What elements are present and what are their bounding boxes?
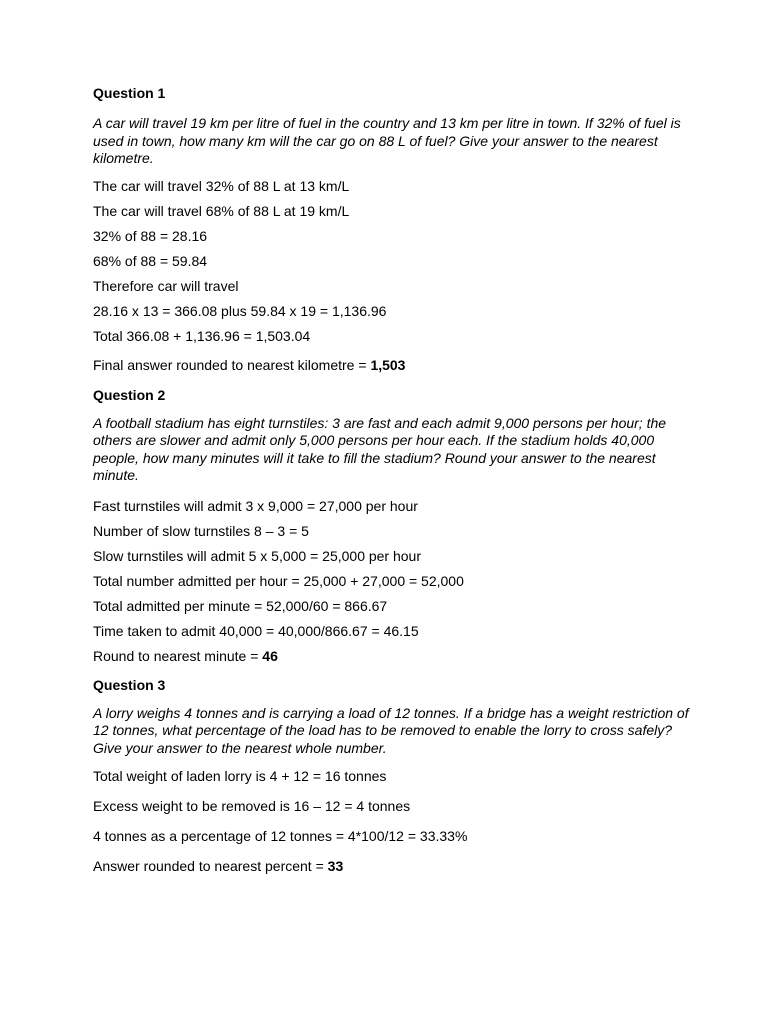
answer-label: Round to nearest minute = — [93, 647, 263, 664]
solution-step: 32% of 88 = 28.16 — [93, 227, 208, 244]
question-heading: Question 2 — [93, 386, 166, 403]
question-1-section — [93, 84, 693, 374]
solution-step: Time taken to admit 40,000 = 40,000/866.67 = 46.15 — [93, 622, 419, 639]
solution-step: Number of slow turnstiles 8 – 3 = 5 — [93, 522, 309, 539]
question-prompt: A lorry weighs 4 tonnes and is carrying a load of 12 tonnes. If a bridge has a weight restriction of 12 tonnes, what percentage of the load has to be removed to enable the lorry to cross safely? Give your answer to the nearest whole number. — [93, 704, 689, 756]
final-answer-line — [93, 647, 693, 665]
answer-value: 33 — [327, 858, 344, 874]
solution-step: Total 366.08 + 1,136.96 = 1,503.04 — [93, 327, 311, 344]
question-3-section — [93, 676, 693, 876]
solution-step: Total admitted per minute = 52,000/60 = 866.67 — [93, 597, 388, 614]
question-prompt: A football stadium has eight turnstiles: 3 are fast and each admit 9,000 persons per hour; the others are slower and admit only 5,000 persons per hour each. If the stadium holds 40,000 people, how many minutes will it take to fill the stadium? Round your answer to the nearest minute. — [93, 414, 667, 483]
answer-value: 1,503 — [370, 356, 406, 373]
solution-step: The car will travel 68% of 88 L at 19 km/L — [93, 202, 350, 219]
solution-step: Excess weight to be removed is 16 – 12 = 4 tonnes — [93, 798, 411, 814]
solution-step: Fast turnstiles will admit 3 x 9,000 = 27,000 per hour — [93, 497, 418, 514]
solution-step: 28.16 x 13 = 366.08 plus 59.84 x 19 = 1,136.96 — [93, 302, 387, 319]
question-heading: Question 1 — [93, 85, 166, 101]
final-answer-line — [93, 857, 693, 875]
solution-step: 4 tonnes as a percentage of 12 tonnes = 4*100/12 = 33.33% — [93, 828, 468, 844]
solution-step: The car will travel 32% of 88 L at 13 km/L — [93, 177, 350, 194]
solution-step: Therefore car will travel — [93, 277, 239, 294]
question-2-section — [93, 386, 693, 665]
document-page — [93, 84, 693, 875]
answer-label: Final answer rounded to nearest kilometre = — [93, 356, 371, 373]
solution-step: 68% of 88 = 59.84 — [93, 252, 208, 269]
solution-step: Slow turnstiles will admit 5 x 5,000 = 25,000 per hour — [93, 547, 422, 564]
question-prompt: A car will travel 19 km per litre of fuel in the country and 13 km per litre in town. If 32% of fuel is used in town, how many km will the car go on 88 L of fuel? Give your answer to the nearest kilometre. — [93, 115, 681, 166]
solution-step: Total weight of laden lorry is 4 + 12 = 16 tonnes — [93, 768, 387, 784]
solution-step: Total number admitted per hour = 25,000 + 27,000 = 52,000 — [93, 572, 464, 589]
question-heading: Question 3 — [93, 676, 166, 693]
answer-label: Answer rounded to nearest percent = — [93, 858, 328, 874]
answer-value: 46 — [262, 647, 278, 664]
final-answer-line — [93, 356, 693, 374]
